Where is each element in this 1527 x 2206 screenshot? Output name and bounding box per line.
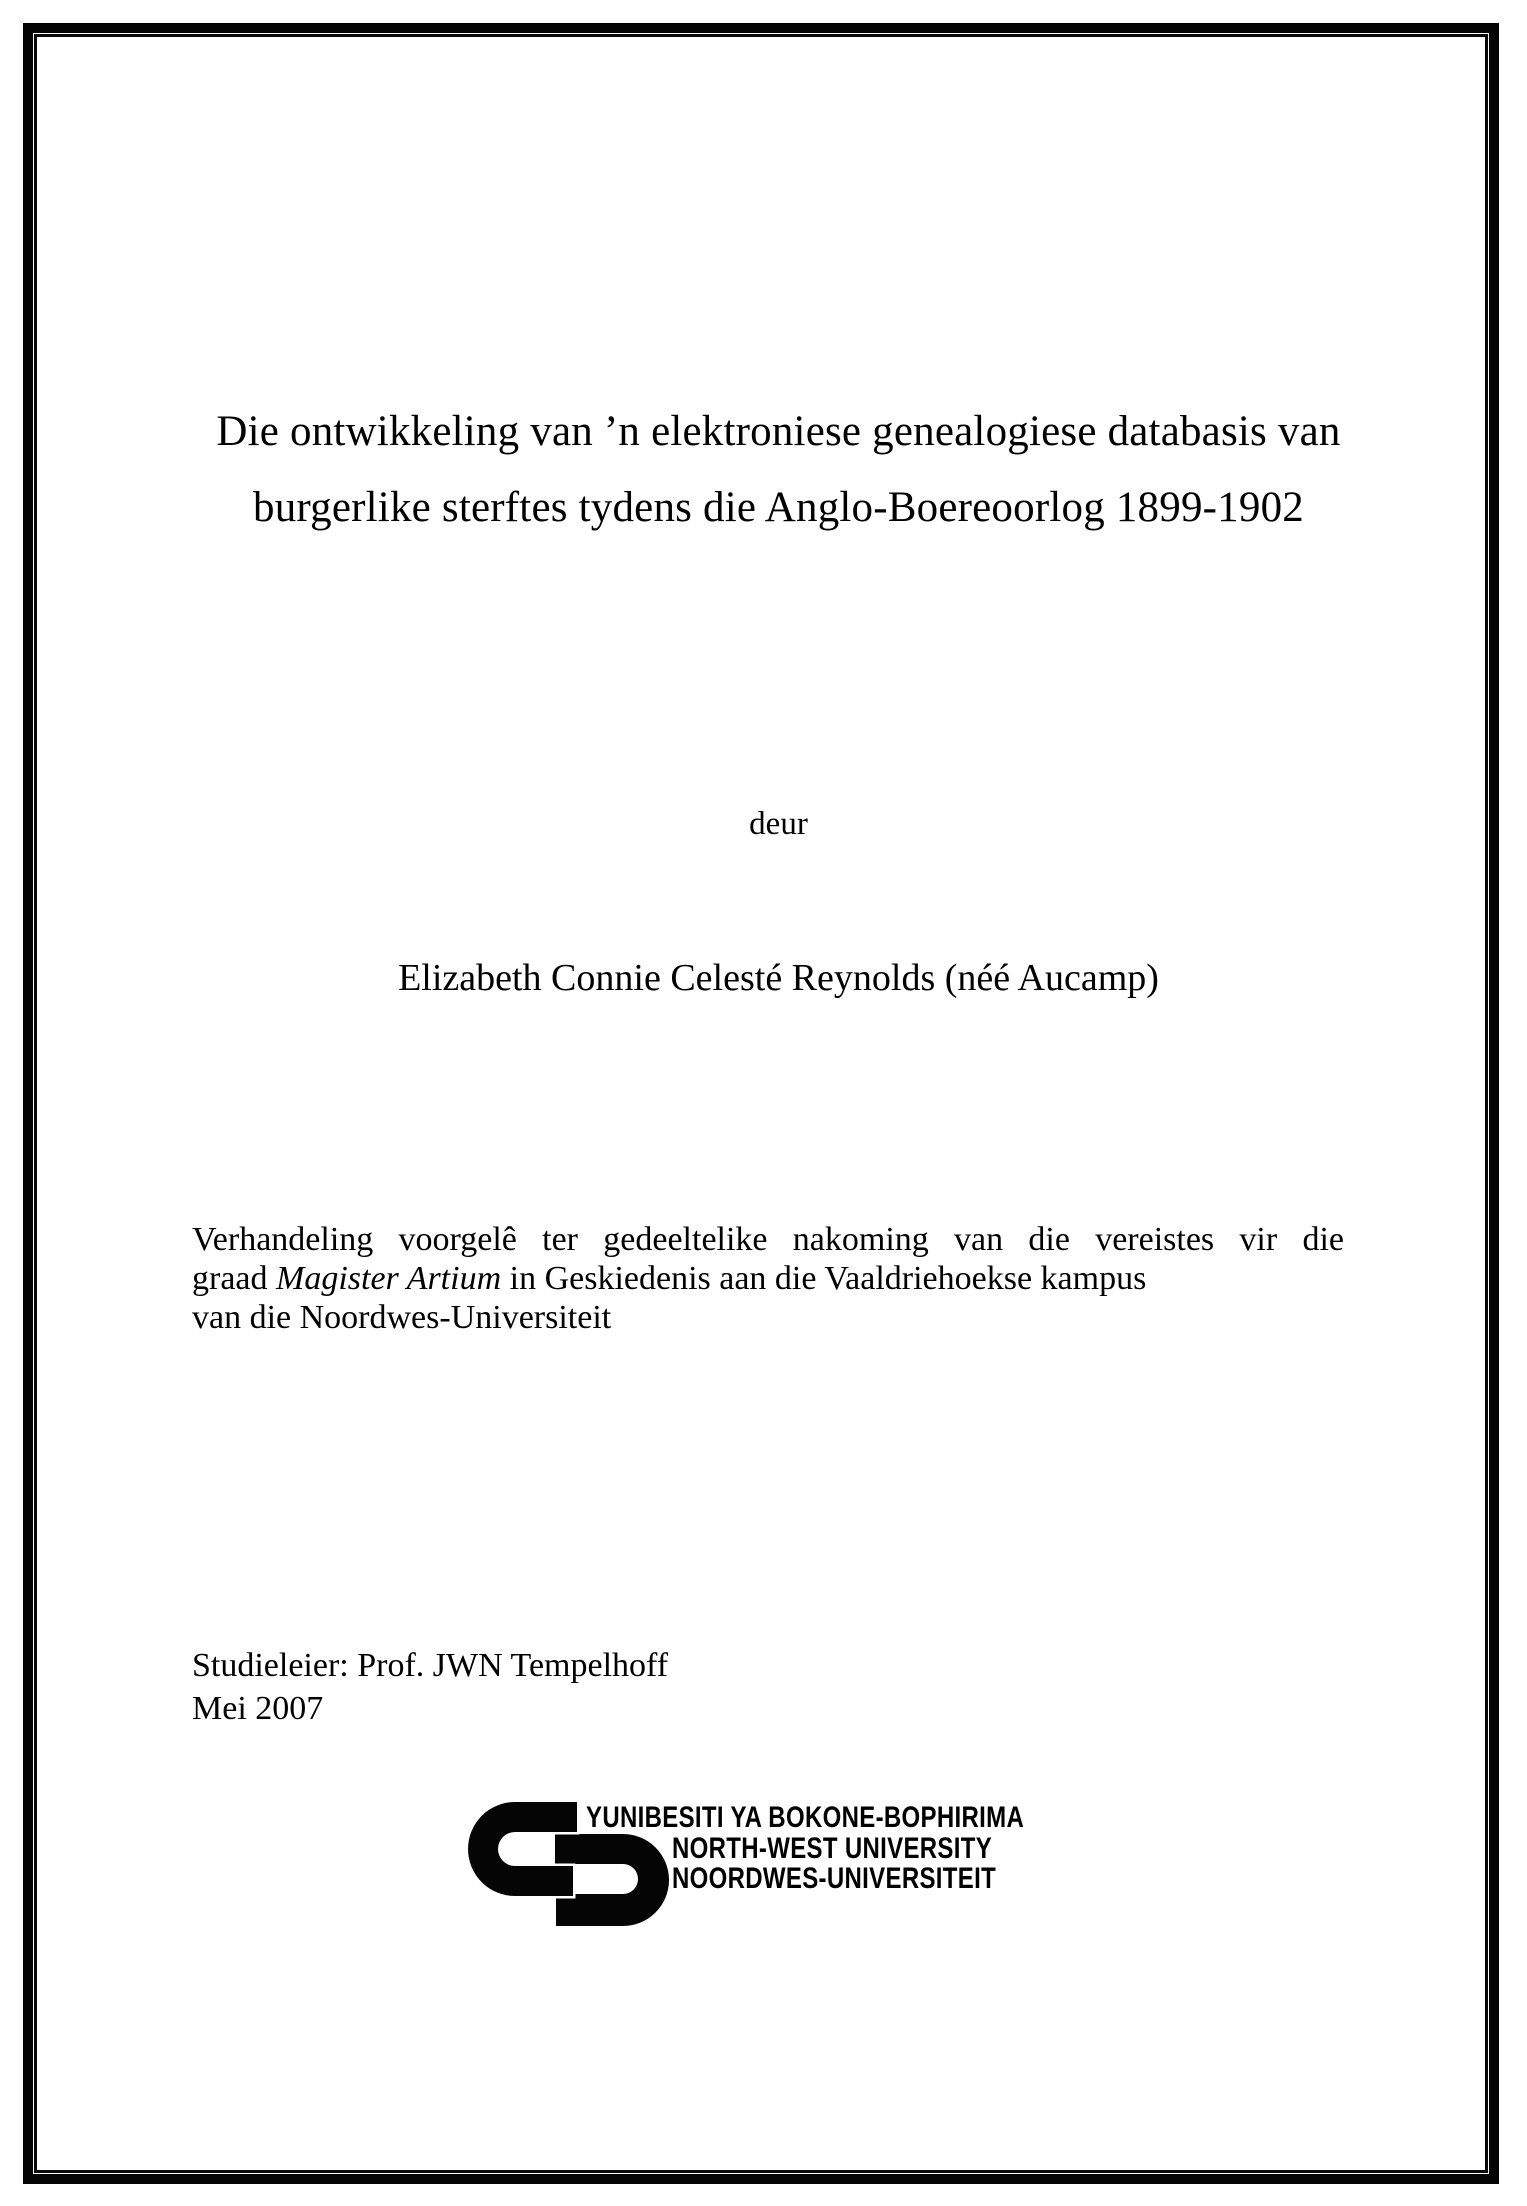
university-logo xyxy=(465,1802,1085,1932)
degree-name-italic: Magister Artium xyxy=(276,1260,502,1297)
author-name: Elizabeth Connie Celesté Reynolds (néé Aucamp) xyxy=(398,957,1159,999)
degree-statement-line3: van die Noordwes-Universiteit xyxy=(192,1299,612,1336)
thesis-title-line2: burgerlike sterftes tydens die Anglo-Boereoorlog 1899-1902 xyxy=(253,484,1304,531)
thesis-title xyxy=(30,394,1527,546)
logo-name-english: NORTH-WEST UNIVERSITY xyxy=(672,1832,993,1865)
degree-statement xyxy=(192,1220,1344,1337)
degree-statement-line2-prefix: graad xyxy=(192,1260,277,1297)
degree-statement-line2 xyxy=(192,1259,1344,1298)
supervisor-block xyxy=(192,1644,668,1730)
supervisor-line: Studieleier: Prof. JWN Tempelhoff xyxy=(192,1647,669,1684)
date-line: Mei 2007 xyxy=(192,1690,324,1727)
logo-name-setswana: YUNIBESITI YA BOKONE-BOPHIRIMA xyxy=(586,1801,1025,1834)
logo-name-afrikaans: NOORDWES-UNIVERSITEIT xyxy=(672,1862,997,1895)
degree-statement-line1: Verhandeling voorgelê ter gedeeltelike nakoming van die vereistes vir die xyxy=(192,1221,1344,1258)
degree-statement-line2-suffix: in Geskiedenis aan die Vaaldriehoekse kampus xyxy=(501,1260,1147,1297)
thesis-title-line1: Die ontwikkeling van ’n elektroniese genealogiese databasis van xyxy=(216,408,1341,455)
byline-deur: deur xyxy=(749,806,808,842)
